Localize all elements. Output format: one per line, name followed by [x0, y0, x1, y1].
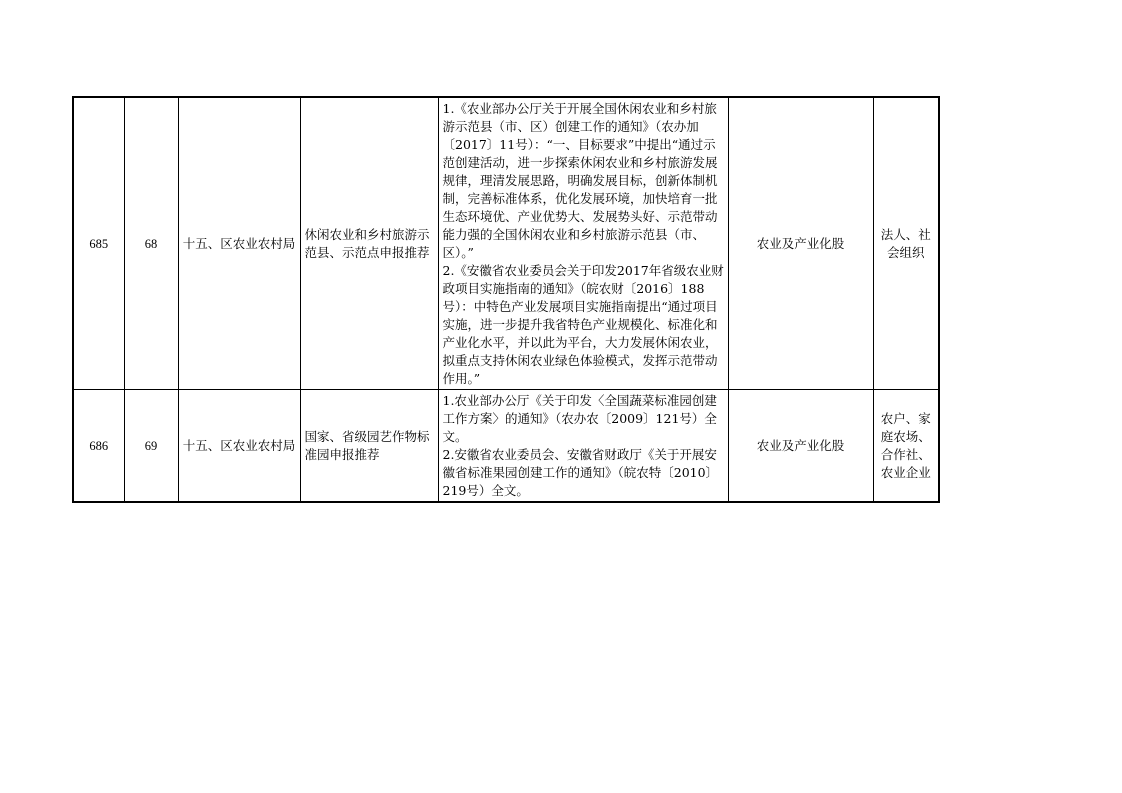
service-items-table [72, 96, 940, 503]
department-cell: 十五、区农业农村局 [178, 390, 300, 503]
legal-basis-paragraph: 2.《安徽省农业委员会关于印发2017年省级农业财政项目实施指南的通知》（皖农财〔2016〕188号）：中特色产业发展项目实施指南提出“通过项目实施，进一步提升我省特色产业规模化、标准化和产业化水平，并以此为平台，大力发展休闲农业，拟重点支持休闲农业绿色体验模式，发挥示范带动作用。” [442, 263, 724, 386]
legal-basis-cell [438, 390, 728, 503]
legal-basis-paragraph: 2.安徽省农业委员会、安徽省财政厅《关于开展安徽省标准果园创建工作的通知》（皖农特〔2010〕219号）全文。 [442, 447, 719, 498]
row-sub-number: 68 [124, 97, 178, 390]
responsible-office-cell: 农业及产业化股 [728, 390, 873, 503]
service-target-cell: 农户、家庭农场、合作社、农业企业 [873, 390, 939, 503]
item-name-cell: 国家、省级园艺作物标准园申报推荐 [300, 390, 438, 503]
table-row [73, 97, 939, 390]
row-sub-number: 69 [124, 390, 178, 503]
legal-basis-paragraph: 1.农业部办公厅《关于印发〈全国蔬菜标准园创建工作方案〉的通知》（农办农〔2009〕121号）全文。 [442, 393, 717, 444]
item-name-cell: 休闲农业和乡村旅游示范县、示范点申报推荐 [300, 97, 438, 390]
row-sequence-number: 686 [73, 390, 124, 503]
responsible-office-cell: 农业及产业化股 [728, 97, 873, 390]
department-cell: 十五、区农业农村局 [178, 97, 300, 390]
service-target-cell: 法人、社会组织 [873, 97, 939, 390]
table-row [73, 390, 939, 503]
legal-basis-cell [438, 97, 728, 390]
row-sequence-number: 685 [73, 97, 124, 390]
legal-basis-paragraph: 1.《农业部办公厅关于开展全国休闲农业和乡村旅游示范县（市、区）创建工作的通知》（农办加〔2017〕11号）：“一、目标要求”中提出“通过示范创建活动，进一步探索休闲农业和乡村旅游发展规律，理清发展思路，明确发展目标，创新体制机制，完善标准体系，优化发展环境，加快培育一批生态环境优、产业优势大、发展势头好、示范带动能力强的全国休闲农业和乡村旅游示范县（市、区）。” [442, 101, 718, 260]
